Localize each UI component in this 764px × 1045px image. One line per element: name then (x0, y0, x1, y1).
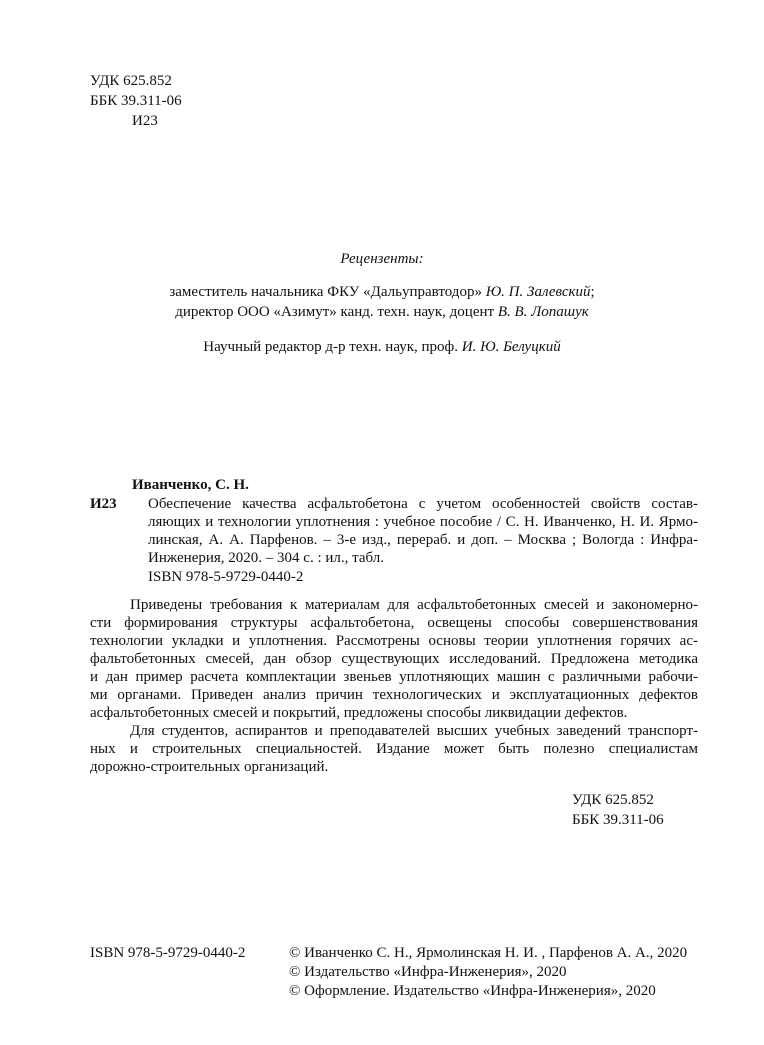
bib-line: линская, А. А. Парфенов. – 3-е изд., перераб. и доп. – Москва ; Вологда : Инфра- (148, 532, 698, 548)
annotation-line: асфальтобетонных смесей и покрытий, предложены способы ликвидации дефектов. (90, 705, 628, 721)
scientific-editor (0, 338, 764, 358)
copyright-line: © Издательство «Инфра-Инженерия», 2020 (289, 964, 567, 980)
bbk-code: ББК 39.311-06 (572, 812, 664, 828)
udk-code: УДК 625.852 (572, 792, 654, 808)
bib-line: Обеспечение качества асфальтобетона с учетом особенностей свойств состав- (148, 496, 698, 512)
annotation-line: Приведены требования к материалам для асфальтобетонных смесей и закономерно- (130, 597, 698, 613)
reviewer-1-punct: ; (590, 284, 595, 300)
author-index-code: И23 (132, 113, 158, 129)
reviewer-2 (0, 303, 764, 323)
annotation-line: ми органами. Приведен анализ причин технологических и эксплуатационных дефектов (90, 687, 698, 703)
reviewer-2-position: директор ООО «Азимут» канд. техн. наук, доцент (175, 304, 495, 320)
annotation-line: ных и строительных специальностей. Издание может быть полезно специалистам (90, 741, 698, 757)
header-classification-codes (90, 72, 182, 132)
reviewer-1 (0, 283, 764, 303)
bib-line: ляющих и технологии уплотнения : учебное пособие / С. Н. Иванченко, Н. И. Ярмо- (148, 514, 698, 530)
footer-classification-codes (572, 791, 664, 831)
annotation-line: технологии укладки и уплотнения. Рассмотрены основы теории уплотнения горячих ас- (90, 633, 698, 649)
bibliographic-description (148, 495, 698, 567)
annotation-line: и дан пример расчета комплектации звеньев уплотняющих машин с различными рабочи- (90, 669, 698, 685)
bibliographic-isbn: ISBN 978-5-9729-0440-2 (148, 569, 304, 585)
bib-line: Инженерия, 2020. – 304 с. : ил., табл. (148, 550, 385, 566)
annotation-paragraph-2 (90, 722, 698, 776)
annotation (90, 596, 698, 776)
isbn: ISBN 978-5-9729-0440-2 (90, 945, 246, 961)
bibliographic-index: И23 (90, 496, 117, 512)
author-heading: Иванченко, С. Н. (132, 477, 249, 493)
annotation-line: фальтобетонных смесей, дан обзор существующих исследований. Предложена методика (90, 651, 698, 667)
editor-name: И. Ю. Белуцкий (461, 339, 561, 355)
udk-code: УДК 625.852 (90, 73, 172, 89)
copyright-line: © Иванченко С. Н., Ярмолинская Н. И. , Парфенов А. А., 2020 (289, 945, 688, 961)
annotation-paragraph-1 (90, 596, 698, 722)
reviewer-2-name: В. В. Лопашук (497, 304, 589, 320)
copyright-notices (289, 944, 687, 1001)
reviewers-block (0, 250, 764, 358)
copyright-line: © Оформление. Издательство «Инфра-Инженерия», 2020 (289, 983, 656, 999)
annotation-line: сти формирования структуры асфальтобетона, освещены способы совершенствования (90, 615, 698, 631)
reviewers-title: Рецензенты: (340, 251, 424, 267)
annotation-line: Для студентов, аспирантов и преподавателей высших учебных заведений транспорт- (130, 723, 698, 739)
reviewer-1-position: заместитель начальника ФКУ «Дальуправтодор» (169, 284, 482, 300)
bbk-code: ББК 39.311-06 (90, 93, 182, 109)
reviewer-1-name: Ю. П. Залевский (485, 284, 591, 300)
annotation-line: дорожно-строительных организаций. (90, 759, 329, 775)
editor-position: Научный редактор д-р техн. наук, проф. (203, 339, 458, 355)
